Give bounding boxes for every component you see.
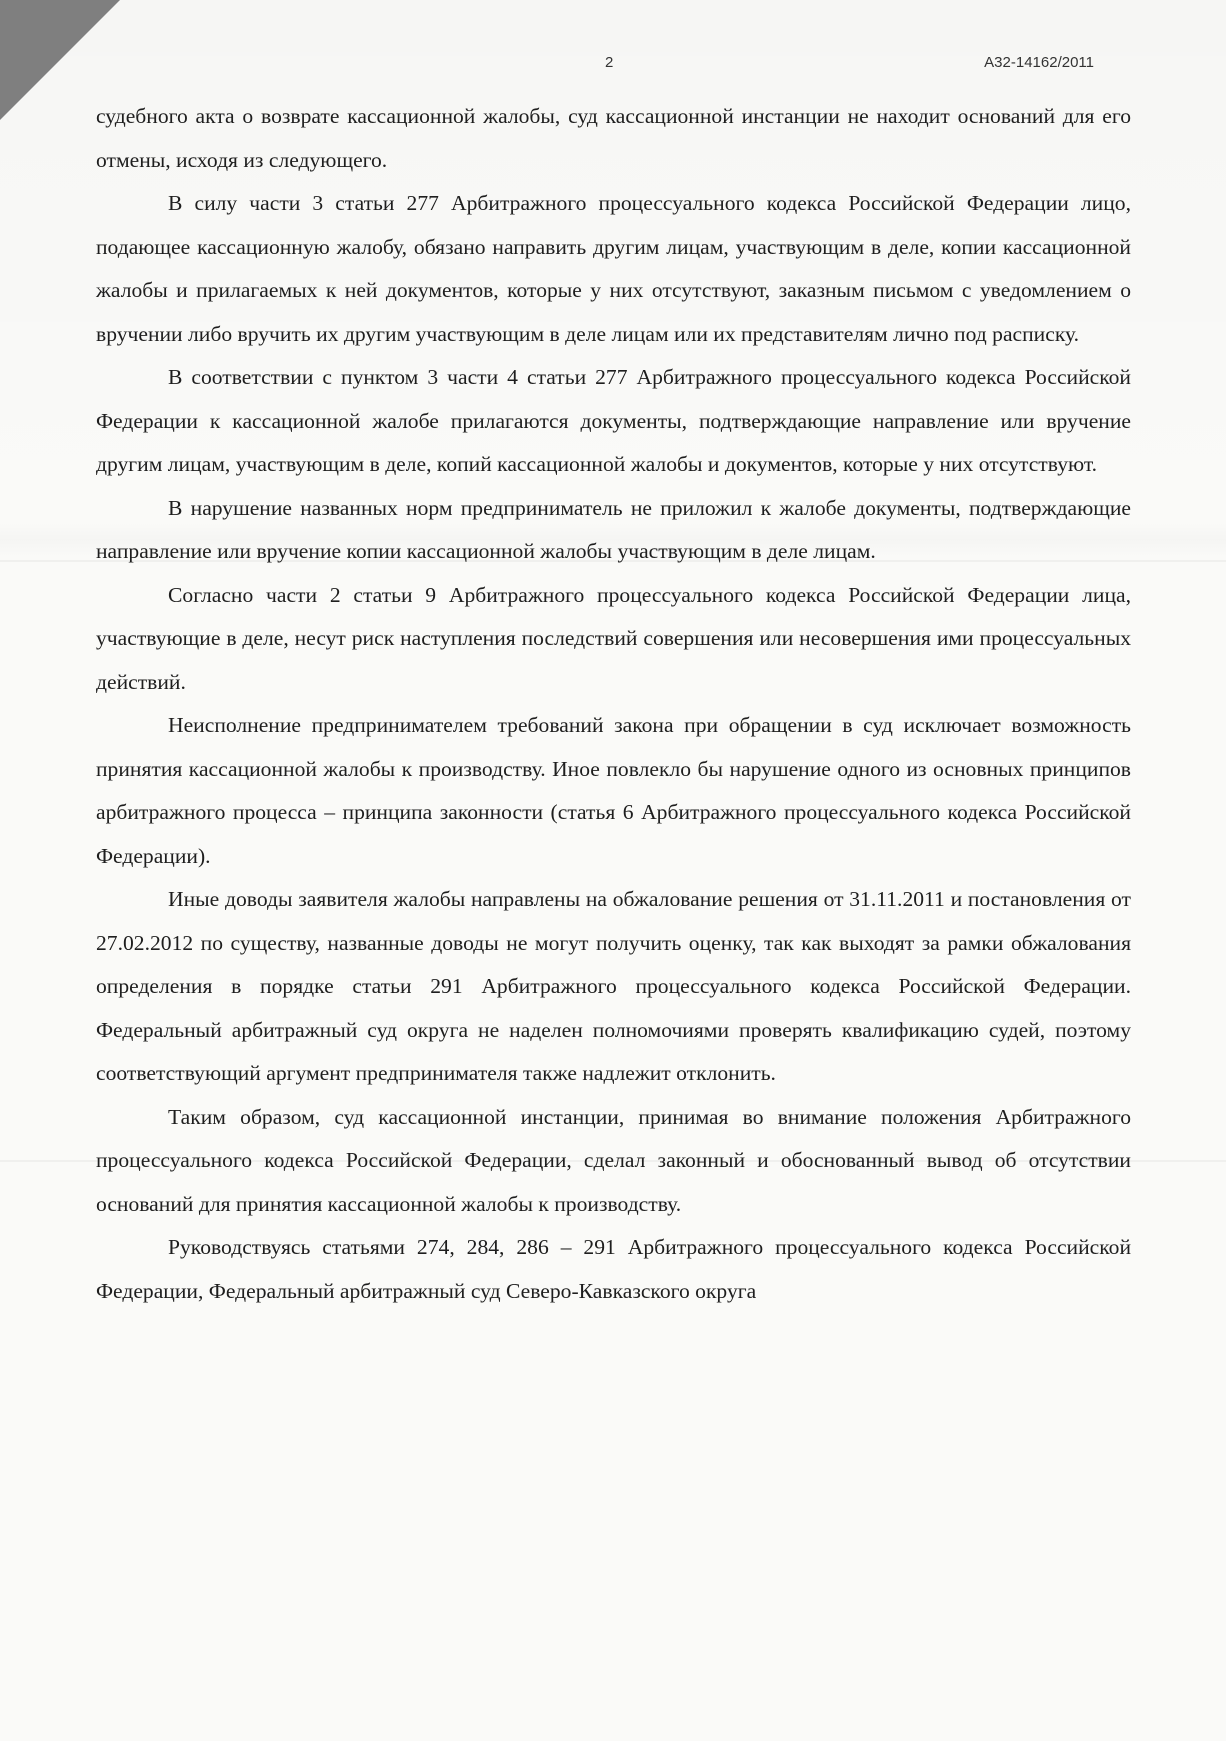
case-number: А32-14162/2011 (984, 54, 1094, 71)
paragraph: В соответствии с пунктом 3 части 4 статьи 277 Арбитражного процессуального кодекса Российской Федерации к кассационной жалобе прилагаются документы, подтверждающие направление или вручение другим лицам, участвующим в деле, копий кассационной жалобы и документов, которые у них отсутствуют. (96, 365, 1131, 476)
paragraph: Неисполнение предпринимателем требований закона при обращении в суд исключает возможность принятия кассационной жалобы к производству. Иное повлекло бы нарушение одного из основных принципов арбитражного процесса – принципа законности (статья 6 Арбитражного процессуального кодекса Российской Федерации). (96, 713, 1131, 868)
paragraph: В силу части 3 статьи 277 Арбитражного процессуального кодекса Российской Федерации лицо, подающее кассационную жалобу, обязано направить другим лицам, участвующим в деле, копии кассационной жалобы и прилагаемых к ней документов, которые у них отсутствуют, заказным письмом с уведомлением о вручении либо вручить их другим участвующим в деле лицам или их представителям лично под расписку. (96, 191, 1131, 346)
page-number: 2 (605, 54, 614, 71)
paragraph: Иные доводы заявителя жалобы направлены на обжалование решения от 31.11.2011 и постановления от 27.02.2012 по существу, названные доводы не могут получить оценку, так как выходят за рамки обжалования определения в порядке статьи 291 Арбитражного процессуального кодекса Российской Федерации. Федеральный арбитражный суд округа не наделен полномочиями проверять квалификацию судей, поэтому соответствующий аргумент предпринимателя также надлежит отклонить. (96, 887, 1131, 1085)
paragraph: Руководствуясь статьями 274, 284, 286 – 291 Арбитражного процессуального кодекса Российской Федерации, Федеральный арбитражный суд Северо-Кавказского округа (96, 1235, 1131, 1303)
paragraph: Таким образом, суд кассационной инстанции, принимая во внимание положения Арбитражного процессуального кодекса Российской Федерации, сделал законный и обоснованный вывод об отсутствии оснований для принятия кассационной жалобы к производству. (96, 1104, 1131, 1216)
paragraph: Согласно части 2 статьи 9 Арбитражного процессуального кодекса Российской Федерации лица, участвующие в деле, несут риск наступления последствий совершения или несовершения ими процессуальных действий. (96, 582, 1131, 694)
document-body (96, 95, 1131, 1313)
paragraph: судебного акта о возврате кассационной жалобы, суд кассационной инстанции не находит оснований для его отмены, исходя из следующего. (96, 104, 1131, 172)
paragraph: В нарушение названных норм предприниматель не приложил к жалобе документы, подтверждающие направление или вручение копии кассационной жалобы участвующим в деле лицам. (96, 495, 1131, 563)
